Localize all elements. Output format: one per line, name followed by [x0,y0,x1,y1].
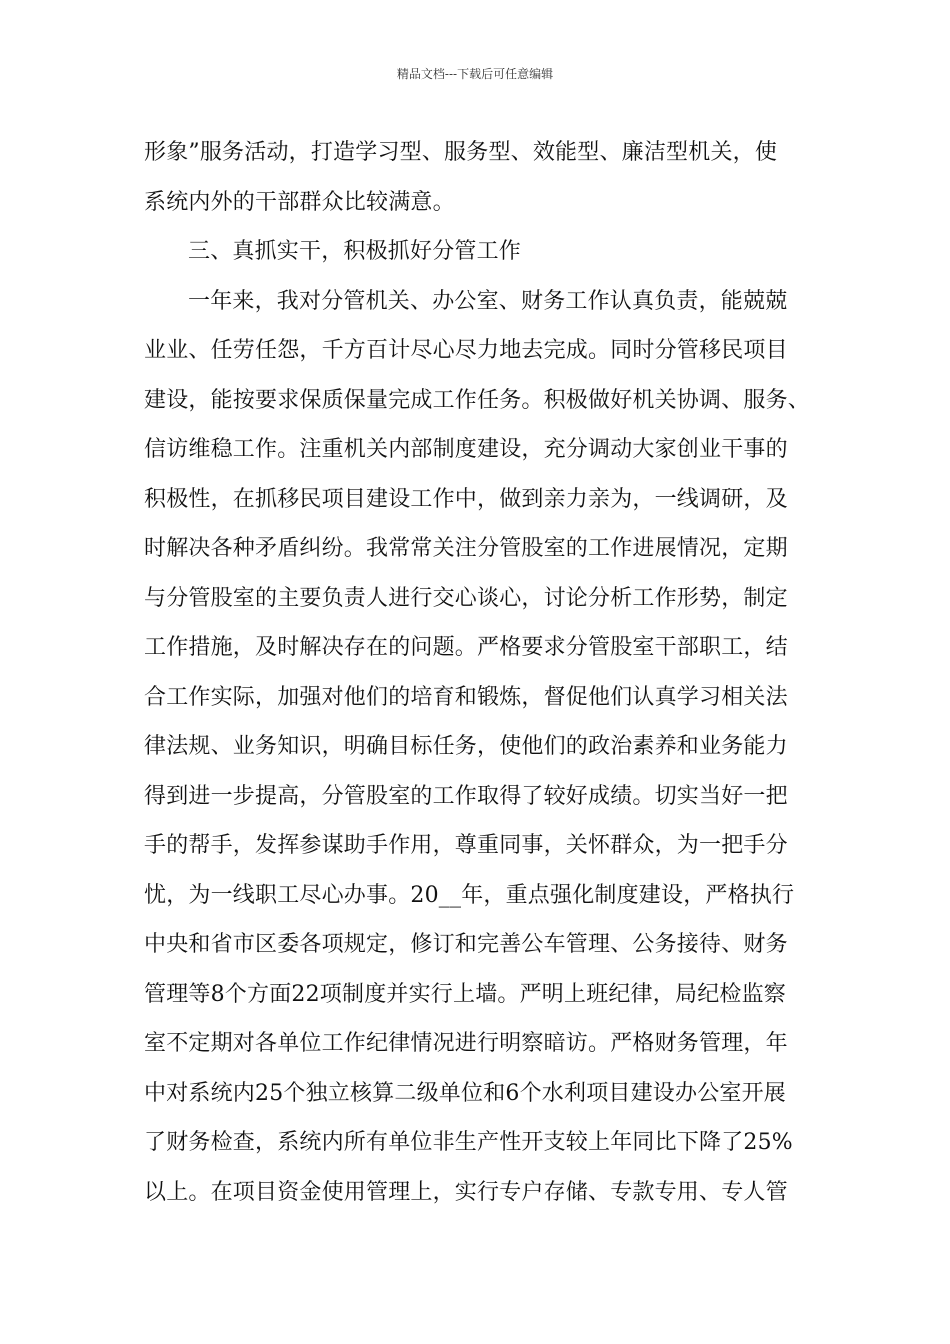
text-line: 律法规、业务知识，明确目标任务，使他们的政治素养和业务能力 [144,734,788,759]
text-line: 以上。在项目资金使用管理上，实行专户存储、专款专用、专人管 [144,1179,788,1205]
text-line: 系统内外的干部群众比较满意。 [144,189,455,215]
paragraph-start: 一年来，我对分管机关、办公室、财务工作认真负责，能兢兢 [188,288,788,314]
section-heading: 三、真抓实干，积极抓好分管工作 [188,239,522,264]
text-line: 室不定期对各单位工作纪律情况进行明察暗访。严格财务管理，年 [144,1031,788,1056]
text-line: 时解决各种矛盾纠纷。我常常关注分管股室的工作进展情况，定期 [144,536,788,561]
text-line: 合工作实际，加强对他们的培育和锻炼，督促他们认真学习相关法 [144,684,788,710]
text-line: 形象”服务活动，打造学习型、服务型、效能型、廉洁型机关，使 [144,140,778,165]
text-line: 中对系统内25个独立核算二级单位和6个水利项目建设办公室开展 [144,1080,786,1106]
text-line: 信访维稳工作。注重机关内部制度建设，充分调动大家创业干事的 [144,437,788,462]
text-line: 管理等8个方面22项制度并实行上墙。严明上班纪律，局纪检监察 [144,981,786,1007]
text-line: 中央和省市区委各项规定，修订和完善公车管理、公务接待、财务 [144,932,788,957]
text-line: 忧，为一线职工尽心办事。20__年，重点强化制度建设，严格执行 [144,882,795,908]
text-line: 与分管股室的主要负责人进行交心谈心，讨论分析工作形势，制定 [144,585,788,611]
text-line: 了财务检查，系统内所有单位非生产性开支较上年同比下降了25% [144,1130,793,1155]
text-line: 得到进一步提高，分管股室的工作取得了较好成绩。切实当好一把 [144,783,788,809]
text-line: 业业、任劳任怨，千方百计尽心尽力地去完成。同时分管移民项目 [144,338,788,363]
document-body [144,128,812,1217]
page-header: 精品文档---下载后可任意编辑 [396,67,554,81]
text-line: 手的帮手，发挥参谋助手作用，尊重同事，关怀群众，为一把手分 [144,833,788,858]
text-line: 建设，能按要求保质保量完成工作任务。积极做好机关协调、服务、 [144,387,811,413]
text-line: 积极性，在抓移民项目建设工作中，做到亲力亲为，一线调研，及 [144,486,788,512]
text-line: 工作措施，及时解决存在的问题。严格要求分管股室干部职工，结 [144,635,788,660]
